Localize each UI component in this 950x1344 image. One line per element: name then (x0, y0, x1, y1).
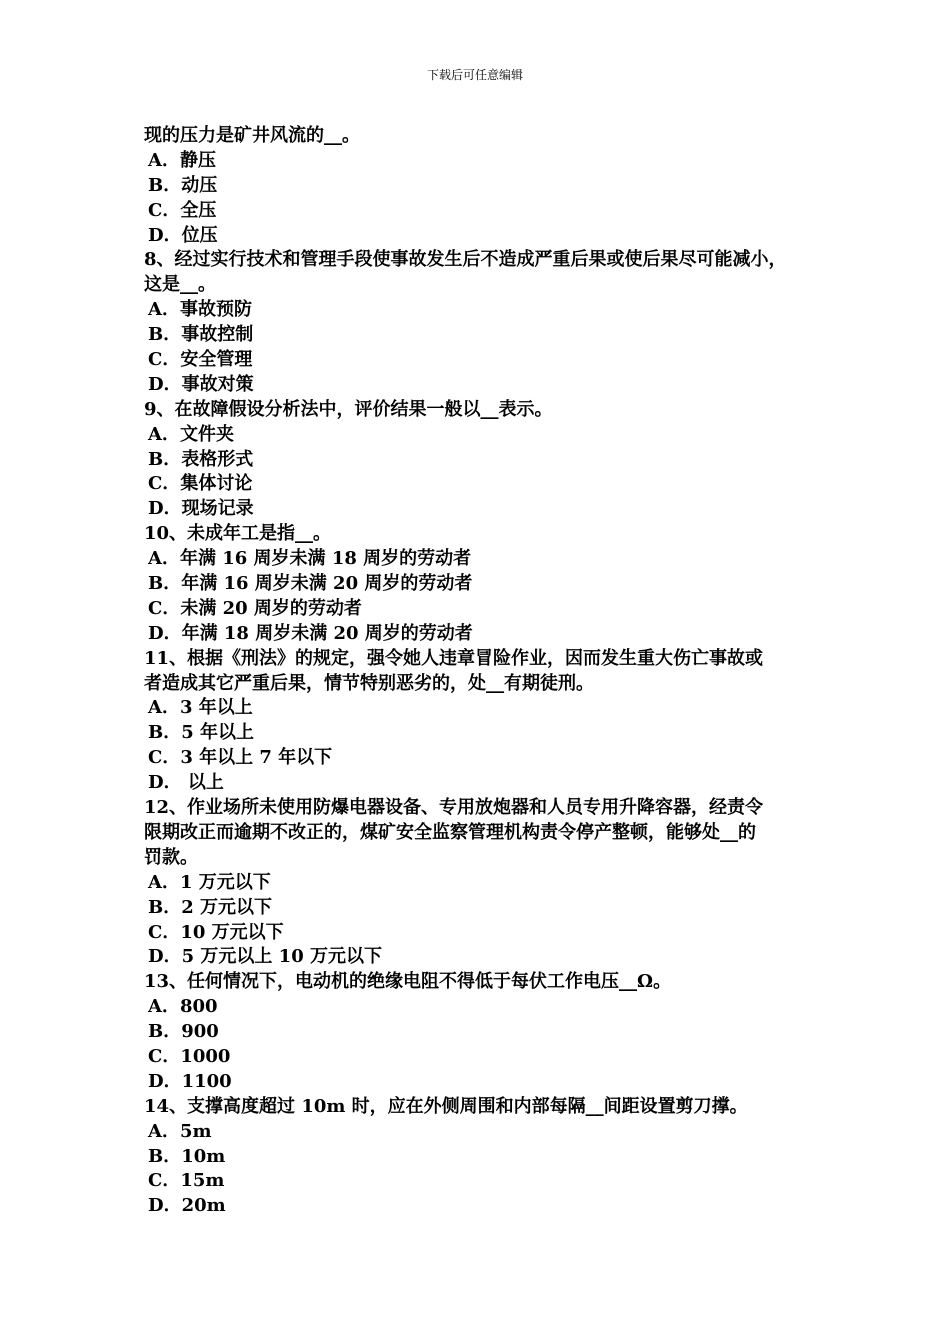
question-text: 限期改正而逾期不改正的，煤矿安全监察管理机构责令停产整顿，能够处__的 (144, 821, 756, 843)
answer-option: B．5 年以上 (148, 722, 255, 744)
answer-option: C．安全管理 (148, 349, 253, 371)
question-text: 13、任何情况下，电动机的绝缘电阻不得低于每伏工作电压__Ω。 (144, 971, 672, 993)
page-header: 下载后可任意编辑 (426, 68, 523, 82)
answer-option: A．静压 (148, 149, 216, 171)
answer-option: B．动压 (148, 174, 218, 196)
question-list (144, 124, 824, 1219)
question-text: 14、支撑高度超过 10m 时，应在外侧周围和内部每隔__间距设置剪刀撑。 (144, 1095, 748, 1117)
answer-option: C．3 年以上 7 年以下 (148, 747, 333, 769)
answer-option: C．1000 (148, 1045, 231, 1067)
answer-option: A．5m (148, 1120, 212, 1142)
question-text: 现的压力是矿井风流的__。 (144, 125, 360, 146)
answer-option: D． 以上 (148, 772, 224, 794)
question-text: 10、未成年工是指__。 (144, 523, 332, 545)
question-text: 这是__。 (144, 274, 216, 296)
question-text: 罚款。 (144, 846, 198, 868)
answer-option: B．2 万元以下 (148, 896, 273, 918)
question-text: 11、根据《刑法》的规定，强令她人违章冒险作业，因而发生重大伤亡事故或 (144, 647, 764, 669)
answer-option: C．10 万元以下 (148, 921, 284, 943)
answer-option: B．900 (148, 1021, 219, 1043)
question-text: 12、作业场所未使用防爆电器设备、专用放炮器和人员专用升降容器，经责令 (144, 797, 764, 819)
question-text: 8、经过实行技术和管理手段使事故发生后不造成严重后果或使后果尽可能减小， (144, 249, 787, 271)
question-text: 者造成其它严重后果，情节特别恶劣的，处__有期徒刑。 (144, 672, 594, 694)
answer-option: D．位压 (148, 224, 218, 246)
answer-option: C．集体讨论 (148, 473, 253, 495)
answer-option: C．全压 (148, 199, 217, 221)
answer-option: B．10m (148, 1145, 226, 1167)
answer-option: A．事故预防 (148, 299, 252, 321)
answer-option: A．文件夹 (148, 423, 234, 445)
answer-option: A．1 万元以下 (148, 871, 271, 893)
answer-option: D．现场记录 (148, 498, 254, 520)
answer-option: D．年满 18 周岁未满 20 周岁的劳动者 (148, 622, 473, 644)
question-text: 9、在故障假设分析法中，评价结果一般以__表示。 (144, 398, 553, 420)
answer-option: A．年满 16 周岁未满 18 周岁的劳动者 (148, 548, 472, 570)
answer-option: D．20m (148, 1195, 226, 1217)
answer-option: D．1100 (148, 1070, 232, 1092)
answer-option: A．800 (148, 996, 218, 1018)
answer-option: B．年满 16 周岁未满 20 周岁的劳动者 (148, 573, 473, 595)
answer-option: A．3 年以上 (148, 697, 253, 719)
answer-option: B．事故控制 (148, 324, 254, 346)
answer-option: B．表格形式 (148, 448, 254, 470)
answer-option: D．事故对策 (148, 373, 254, 395)
answer-option: C．15m (148, 1170, 225, 1192)
answer-option: D．5 万元以上 10 万元以下 (148, 946, 382, 968)
answer-option: C．未满 20 周岁的劳动者 (148, 597, 362, 619)
